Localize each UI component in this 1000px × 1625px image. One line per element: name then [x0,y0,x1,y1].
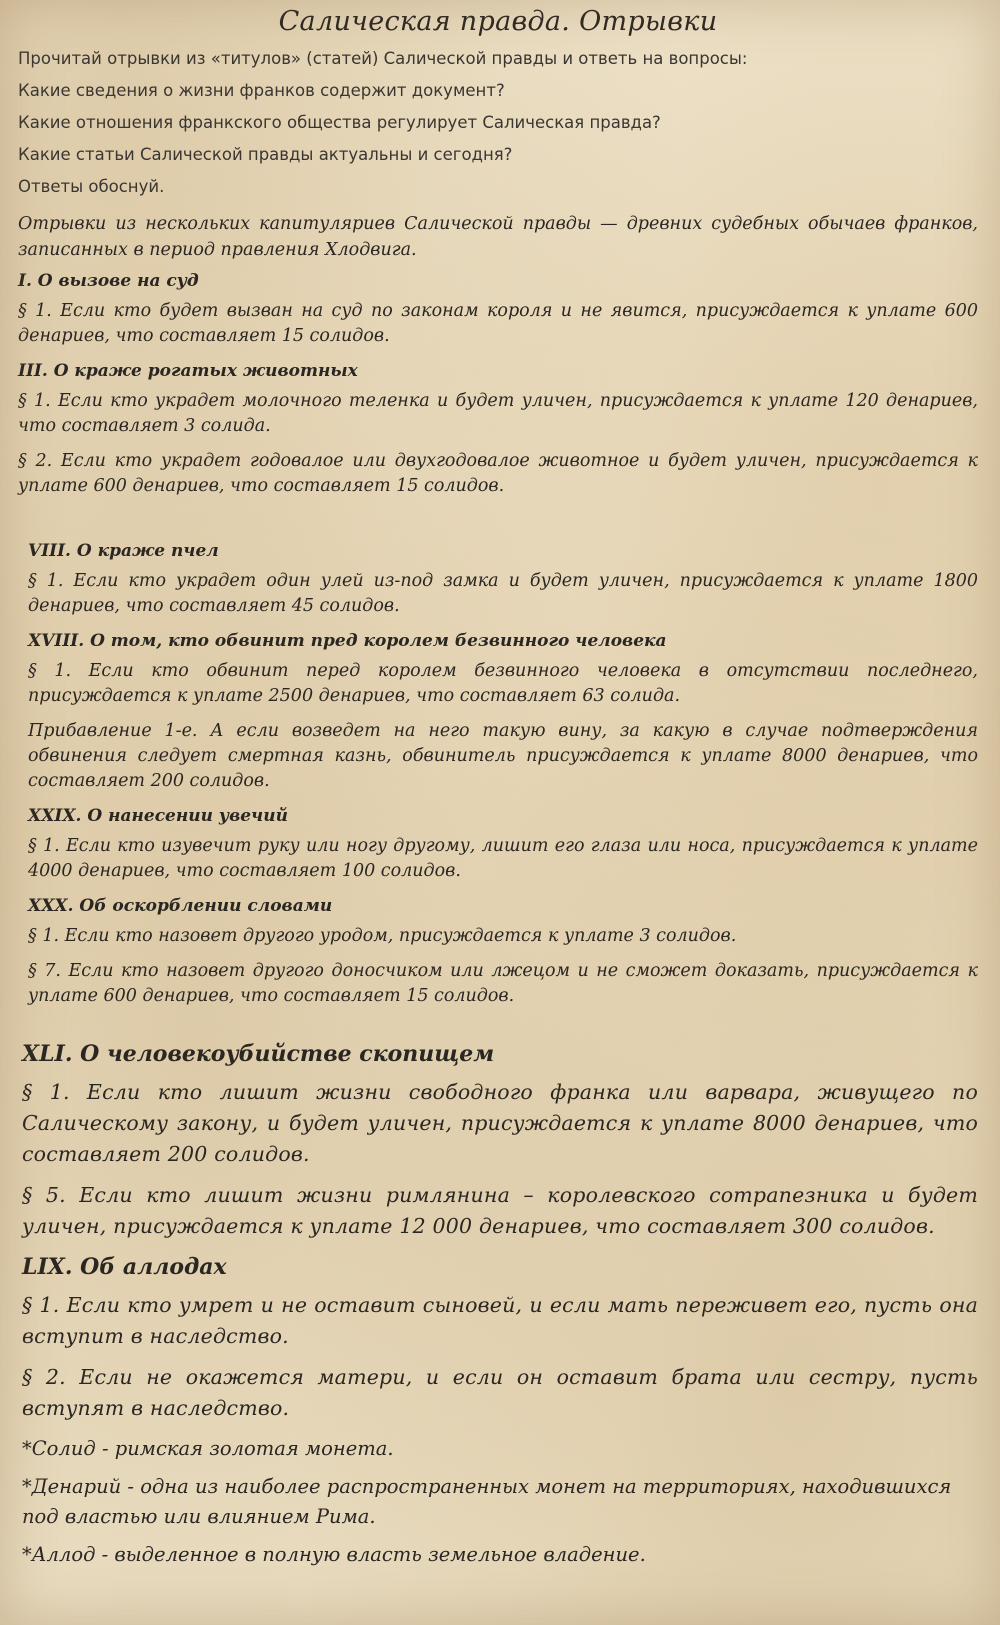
page-title: Салическая правда. Отрывки [278,6,718,37]
section-paragraph: § 1. Если кто будет вызван на суд по законам короля и не явится, присуждается к уплате 600 денариев, что составляет 15 солидов. [18,301,978,346]
intro-question-3: Какие статьи Салической правды актуальны и сегодня? [18,145,513,164]
section-paragraph: § 5. Если кто лишит жизни римлянина – королевского сотрапезника и будет уличен, присуждается к уплате 12 000 денариев, что составляет 300 солидов. [22,1183,978,1238]
document-excerpts [18,211,978,1570]
section-paragraph: § 7. Если кто назовет другого доносчиком или лжецом и не сможет доказать, присуждается к уплате 600 денариев, что составляет 15 солидов. [28,961,978,1006]
excerpt-lead: Отрывки из нескольких капитуляриев Салической правды — древних судебных обычаев франков, записанных в период правления Хлодвига. [18,214,978,260]
section-heading: XLI. О человекоубийстве скопищем [22,1041,495,1067]
assignment-intro [18,43,978,203]
section-heading: III. О краже рогатых животных [18,361,358,381]
section-paragraph: § 1. Если кто умрет и не оставит сыновей, и если мать переживет его, пусть она вступит в наследство. [22,1293,978,1348]
section-heading: LIX. Об аллодах [22,1254,227,1280]
footnotes [18,1434,978,1570]
section-paragraph: § 1. Если кто назовет другого уродом, присуждается к уплате 3 солидов. [28,926,737,946]
intro-question-2: Какие отношения франкского общества регулирует Салическая правда? [18,113,661,132]
section-heading: I. О вызове на суд [18,271,199,291]
intro-instruction: Прочитай отрывки из «титулов» (статей) Салической правды и ответь на вопросы: [18,49,748,68]
intro-question-1: Какие сведения о жизни франков содержит документ? [18,81,505,100]
footnote-allod: *Аллод - выделенное в полную власть земельное владение. [22,1543,646,1566]
section-18 [18,629,978,794]
section-paragraph: § 1. Если кто изувечит руку или ногу другому, лишит его глаза или носа, присуждается к уплате 4000 денариев, что составляет 100 солидов. [28,836,978,881]
spacer [18,509,978,533]
section-heading: XVIII. О том, кто обвинит пред королем безвинного человека [28,631,667,651]
section-30 [18,894,978,1009]
section-8 [18,539,978,619]
section-3 [18,359,978,499]
section-41 [18,1039,978,1242]
section-addendum: Прибавление 1-е. А если возведет на него такую вину, за какую в случае подтверждения обвинения следует смертная казнь, обвинитель присуждается к уплате 8000 денариев, что составляет 200 солидов. [28,721,978,791]
section-heading: XXIX. О нанесении увечий [28,806,288,826]
section-paragraph: § 1. Если кто украдет молочного теленка и будет уличен, присуждается к уплате 120 денариев, что составляет 3 солида. [18,391,978,436]
section-paragraph: § 2. Если кто украдет годовалое или двухгодовалое животное и будет уличен, присуждается к уплате 600 денариев, что составляет 15 солидов. [18,451,978,496]
intro-note: Ответы обоснуй. [18,177,165,196]
section-paragraph: § 1. Если кто украдет один улей из-под замка и будет уличен, присуждается к уплате 1800 денариев, что составляет 45 солидов. [28,571,978,616]
section-heading: XXX. Об оскорблении словами [28,896,333,916]
footnote-denarius: *Денарий - одна из наиболее распространенных монет на территориях, находившихся под властью или влиянием Рима. [22,1475,952,1528]
section-29 [18,804,978,884]
section-1 [18,269,978,349]
section-paragraph: § 1. Если кто лишит жизни свободного франка или варвара, живущего по Салическому закону, и будет уличен, присуждается к уплате 8000 денариев, что составляет 200 солидов. [22,1080,978,1166]
footnote-solidus: *Солид - римская золотая монета. [22,1437,394,1460]
section-paragraph: § 1. Если кто обвинит перед королем безвинного человека в отсутствии последнего, присуждается к уплате 2500 денариев, что составляет 63 солида. [28,661,978,706]
section-paragraph: § 2. Если не окажется матери, и если он оставит брата или сестру, пусть вступят в наследство. [22,1365,978,1420]
section-59 [18,1252,978,1424]
spacer [18,1019,978,1035]
section-heading: VIII. О краже пчел [28,541,219,561]
